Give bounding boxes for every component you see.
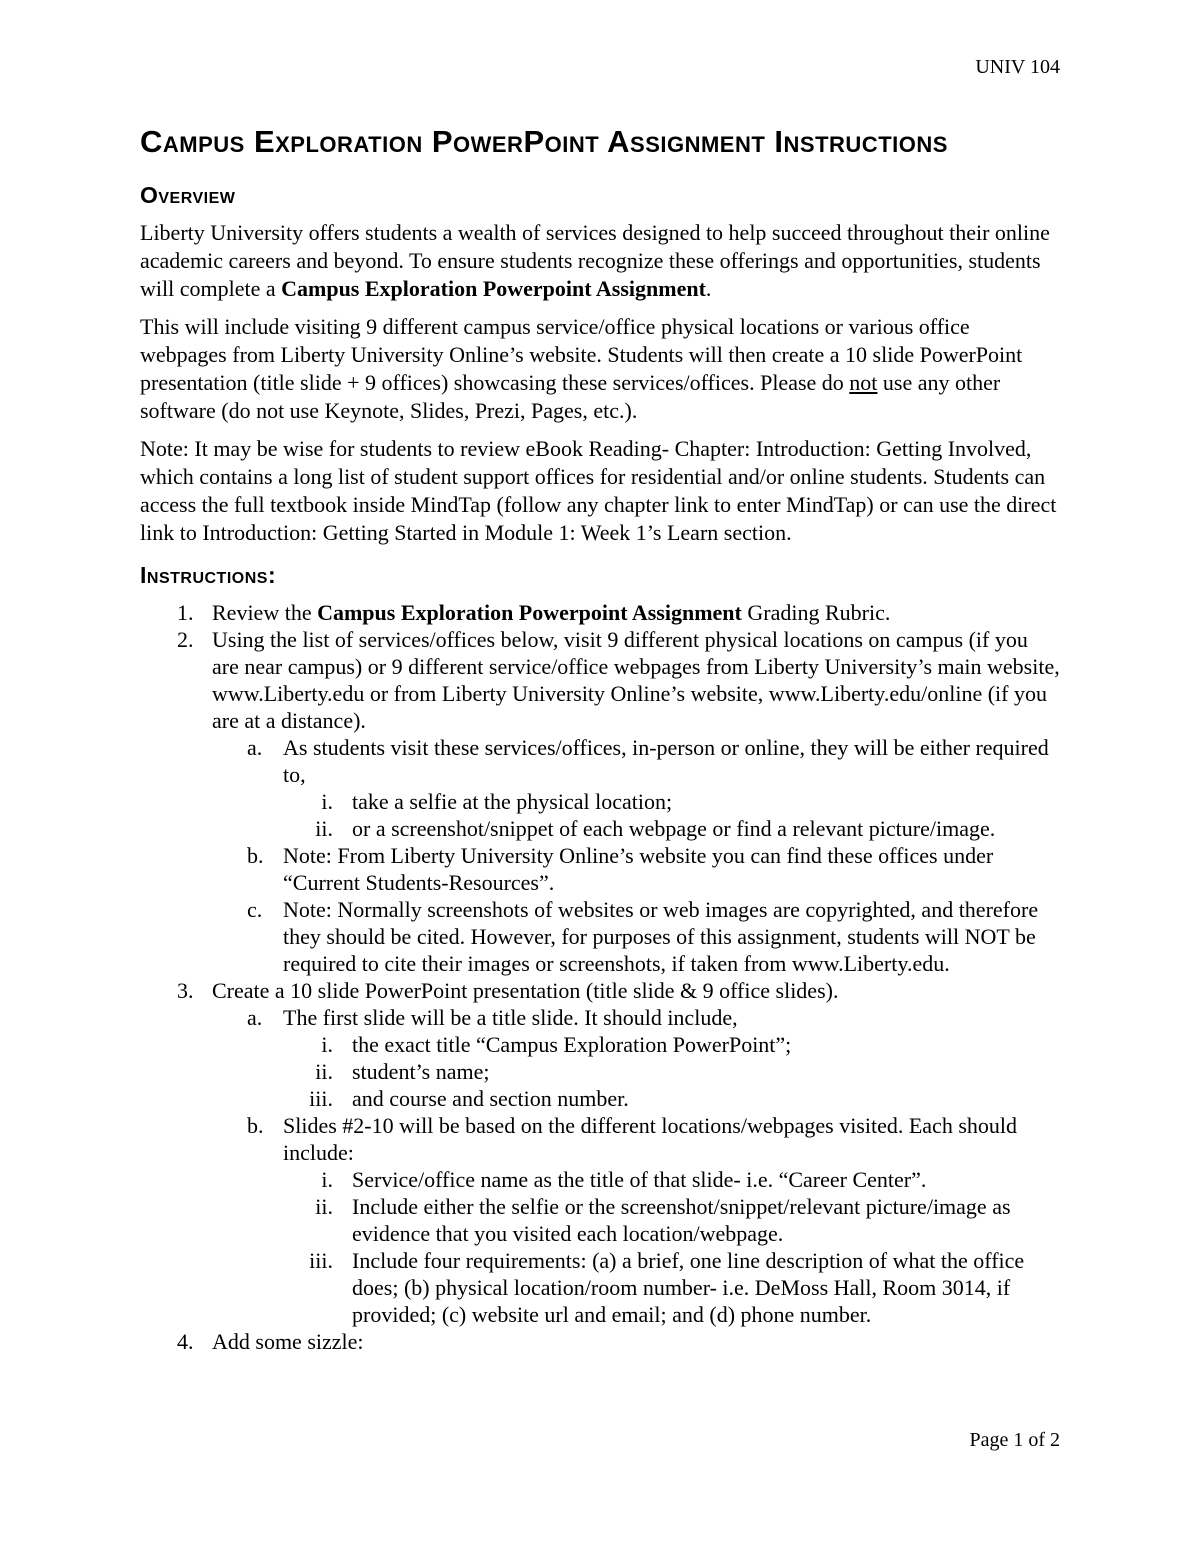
list-item-2a-i: [140, 788, 1060, 815]
list-item-2a: [140, 734, 1060, 788]
list-text: student’s name;: [352, 1059, 490, 1084]
list-text: Include either the selfie or the screenshot/snippet/relevant picture/image as evidence that you visited each location/webpage.: [352, 1194, 1011, 1246]
list-marker: 4.: [177, 1329, 194, 1354]
list-item-3b-ii: [140, 1193, 1060, 1247]
list-text: Slides #2-10 will be based on the different locations/webpages visited. Each should include:: [283, 1113, 1017, 1165]
list-item-2a-ii: [140, 815, 1060, 842]
list-marker: iii.: [309, 1086, 333, 1111]
list-marker: ii.: [315, 816, 333, 841]
list-text: Note: From Liberty University Online’s website you can find these offices under “Current Students-Resources”.: [283, 843, 994, 895]
list-text: Create a 10 slide PowerPoint presentation (title slide & 9 office slides).: [212, 978, 839, 1003]
list-text: The first slide will be a title slide. It should include,: [283, 1005, 738, 1030]
list-text: the exact title “Campus Exploration PowerPoint”;: [352, 1032, 792, 1057]
list-text: Service/office name as the title of that slide- i.e. “Career Center”.: [352, 1167, 927, 1192]
list-text: or a screenshot/snippet of each webpage or find a relevant picture/image.: [352, 816, 996, 841]
list-text: take a selfie at the physical location;: [352, 789, 673, 814]
list-text: Using the list of services/offices below, visit 9 different physical locations on campus (if you are near campus) or 9 different service/office webpages from Liberty University’s main website, www.Liberty.edu or from Liberty University Online’s website, www.Liberty.edu/online (if you are at a distance).: [212, 627, 1060, 733]
overview-paragraph-3: Note: It may be wise for students to review eBook Reading- Chapter: Introduction: Getting Involved, which contains a long list of student support offices for residential and/or online students. Students can access the full textbook inside MindTap (follow any chapter link to enter MindTap) or can use the direct link to Introduction: Getting Started in Module 1: Week 1’s Learn section.: [140, 436, 1057, 545]
list-marker: ii.: [315, 1194, 333, 1219]
list-item-3a-ii: [140, 1058, 1060, 1085]
list-item-3b-i: [140, 1166, 1060, 1193]
list-text: Add some sizzle:: [212, 1329, 364, 1354]
list-marker: 3.: [177, 978, 194, 1003]
list-marker: b.: [247, 1113, 264, 1138]
paragraph-text: .: [705, 276, 712, 301]
list-item-4: [140, 1328, 1060, 1355]
page-header: [140, 55, 1060, 79]
list-item-3b: [140, 1112, 1060, 1166]
list-marker: i.: [321, 789, 333, 814]
list-item-1: [140, 599, 1060, 626]
list-marker: i.: [321, 1032, 333, 1057]
underlined-text: not: [849, 370, 878, 395]
paragraph-text: This will include visiting 9 different campus service/office physical locations or various office webpages from Liberty University Online’s website. Students will then create a 10 slide PowerPoint presentation (title slide + 9 offices) showcasing these services/offices. Please do: [140, 314, 1023, 395]
list-item-2b: [140, 842, 1060, 896]
page-number: Page 1 of 2: [969, 1429, 1060, 1451]
list-marker: c.: [247, 897, 263, 922]
list-marker: b.: [247, 843, 264, 868]
list-item-3a-iii: [140, 1085, 1060, 1112]
list-marker: a.: [247, 735, 263, 760]
overview-paragraph-1: [140, 219, 1060, 303]
instructions-list: [140, 599, 1060, 1355]
overview-paragraph-2: [140, 313, 1060, 425]
list-marker: 1.: [177, 600, 194, 625]
list-text: and course and section number.: [352, 1086, 629, 1111]
list-marker: 2.: [177, 627, 194, 652]
list-text: Include four requirements: (a) a brief, one line description of what the office does; (b) physical location/room number- i.e. DeMoss Hall, Room 3014, if provided; (c) website url and email; and (d) phone number.: [352, 1248, 1025, 1327]
bold-assignment-name: Campus Exploration Powerpoint Assignment: [317, 600, 742, 625]
list-marker: a.: [247, 1005, 263, 1030]
paragraph-text: use any other software (do not use Keynote, Slides, Prezi, Pages, etc.).: [140, 370, 1001, 423]
list-text: Review the Campus Exploration Powerpoint Assignment Grading Rubric.: [212, 600, 891, 625]
list-item-3b-iii: [140, 1247, 1060, 1328]
list-item-3a: [140, 1004, 1060, 1031]
list-item-3a-i: [140, 1031, 1060, 1058]
list-item-3: [140, 977, 1060, 1004]
course-code: UNIV 104: [975, 56, 1060, 78]
list-marker: i.: [321, 1167, 333, 1192]
list-marker: ii.: [315, 1059, 333, 1084]
list-text: Note: Normally screenshots of websites or web images are copyrighted, and therefore they should be cited. However, for purposes of this assignment, students will NOT be required to cite their images or screenshots, if taken from www.Liberty.edu.: [283, 897, 1039, 976]
list-marker: iii.: [309, 1248, 333, 1273]
list-item-2c: [140, 896, 1060, 977]
section-heading-overview: Overview: [140, 182, 236, 208]
document-title: Campus Exploration PowerPoint Assignment Instructions: [140, 124, 948, 159]
bold-assignment-name: Campus Exploration Powerpoint Assignment: [281, 276, 706, 301]
list-text: As students visit these services/offices, in-person or online, they will be either required to,: [283, 735, 1049, 787]
section-heading-instructions: Instructions:: [140, 562, 277, 588]
paragraph-text: Liberty University offers students a wealth of services designed to help succeed throughout their online academic careers and beyond. To ensure students recognize these offerings and opportunities, students will complete a: [140, 220, 1050, 301]
list-item-2: [140, 626, 1060, 734]
